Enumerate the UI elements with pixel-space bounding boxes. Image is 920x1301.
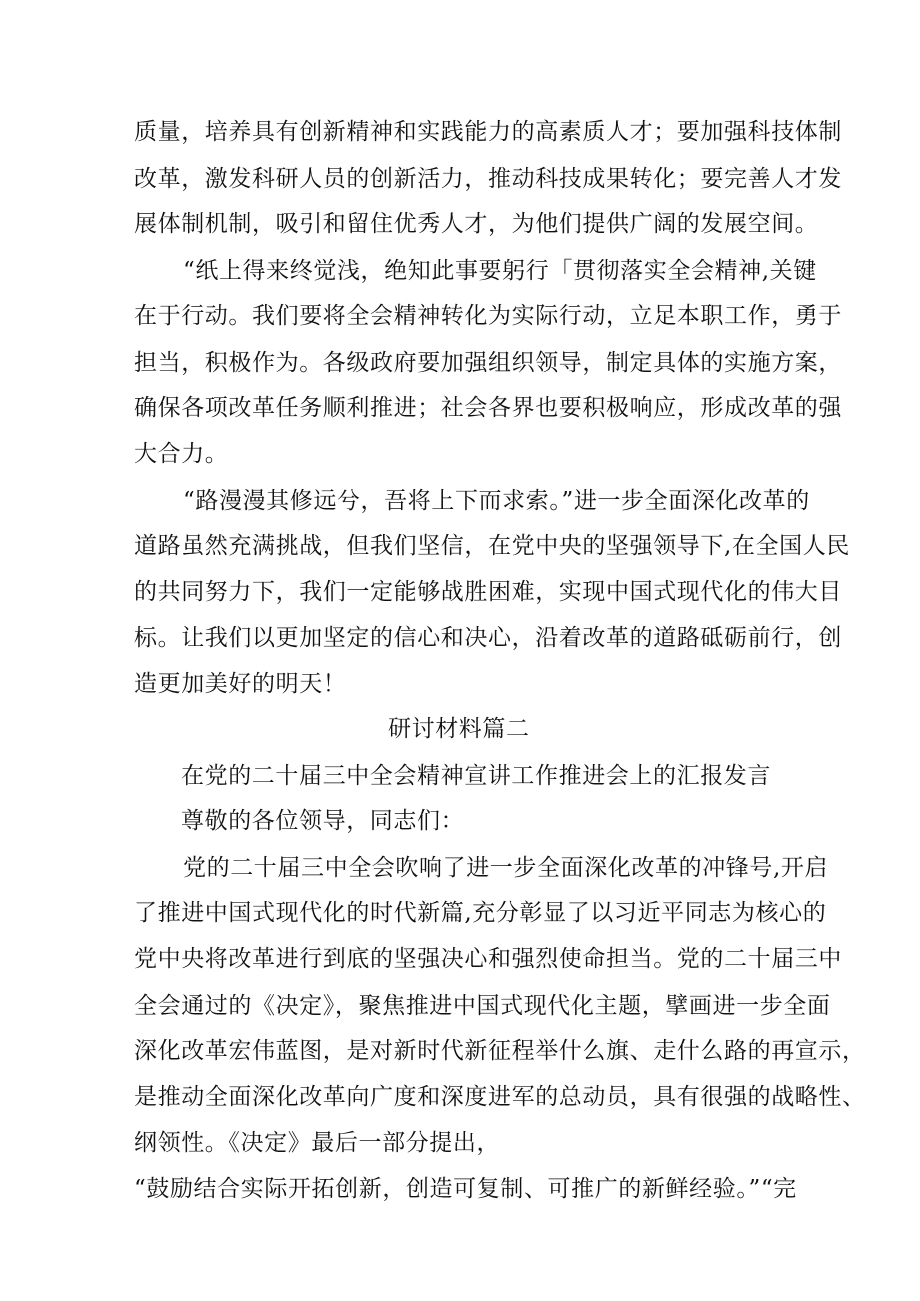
paragraph-line: “路漫漫其修远兮，吾将上下而求索。”进一步全面深化改革的 <box>183 488 810 514</box>
paragraph-line: 造更加美好的明天！ <box>134 671 347 697</box>
paragraph-line: 在于行动。我们要将全会精神转化为实际行动，立足本职工作，勇于 <box>134 303 842 329</box>
paragraph-line: 全会通过的《决定》，聚焦推进中国式现代化主题，擘画进一步全面 <box>134 993 831 1019</box>
paragraph-line: 确保各项改革任务顺利推进；社会各界也要积极响应，形成改革的强 <box>134 395 842 421</box>
paragraph-line: 标。让我们以更加坚定的信心和决心，沿着改革的道路砥砺前行，创 <box>134 625 842 651</box>
paragraph-line: 道路虽然充满挑战，但我们坚信，在党中央的坚强领导下,在全国人民 <box>134 533 850 559</box>
paragraph-line: 改革，激发科研人员的创新活力，推动科技成果转化；要完善人才发 <box>134 166 842 192</box>
paragraph-line: “鼓励结合实际开拓创新，创造可复制、可推广的新鲜经验。”“完 <box>134 1176 797 1202</box>
paragraph-line: 纲领性。《决定》最后一部分提出， <box>134 1130 501 1156</box>
paragraph-line: 了推进中国式现代化的时代新篇,充分彰显了以习近平同志为核心的 <box>134 900 827 926</box>
paragraph-line: 的共同努力下，我们一定能够战胜困难，实现中国式现代化的伟大目 <box>134 579 842 605</box>
paragraph-line: 党的二十届三中全会吹响了进一步全面深化改革的冲锋号,开启 <box>183 855 829 881</box>
paragraph-line: 大合力。 <box>134 441 229 467</box>
salutation: 尊敬的各位领导，同志们： <box>181 808 465 834</box>
paragraph-line: 党中央将改革进行到底的坚强决心和强烈使命担当。党的二十届三中 <box>134 946 842 972</box>
speech-title: 在党的二十届三中全会精神宣讲工作推进会上的汇报发言 <box>181 763 771 789</box>
section-title: 研讨材料篇二 <box>388 716 530 742</box>
paragraph-line: 担当，积极作为。各级政府要加强组织领导，制定具体的实施方案， <box>134 350 842 376</box>
paragraph-line: 质量，培养具有创新精神和实践能力的高素质人才；要加强科技体制 <box>134 119 842 145</box>
paragraph-line: 是推动全面深化改革向广度和深度进军的总动员，具有很强的战略性、 <box>134 1084 866 1110</box>
paragraph-line: “纸上得来终觉浅，绝知此事要躬行「贯彻落实全会精神,关键 <box>183 258 817 284</box>
paragraph-line: 深化改革宏伟蓝图，是对新时代新征程举什么旗、走什么路的再宣示， <box>134 1038 866 1064</box>
paragraph-line: 展体制机制，吸引和留住优秀人才，为他们提供广阔的发展空间。 <box>134 211 819 237</box>
